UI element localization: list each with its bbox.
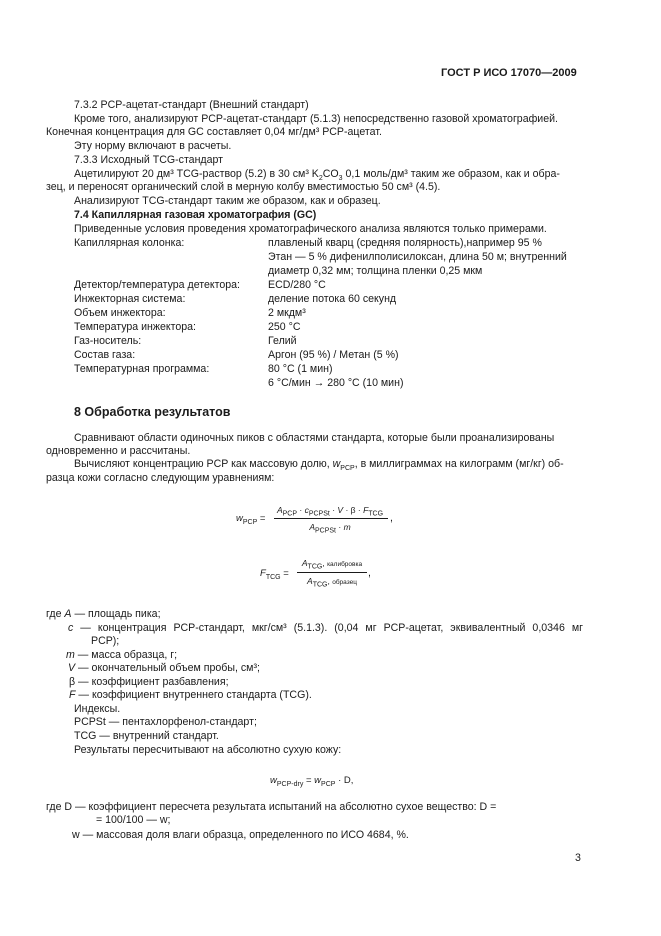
indices-title: Индексы. xyxy=(74,703,121,715)
section-7-4-intro: Приведенные условия проведения хроматографического анализа являются только примерами. xyxy=(74,223,547,235)
section-8-para-2a: Вычисляют концентрацию PCP как массовую долю, $w_{PCP}$, в миллиграммах на килограмм (мг/кг) об- xyxy=(74,458,564,473)
recalc-text: Результаты пересчитывают на абсолютно сухую кожу: xyxy=(74,744,342,756)
equation-numerator: $A_{PCP} \cdot c_{PCPSt} \cdot V \cdot \beta \cdot F_{TCG}$ xyxy=(276,505,384,518)
where-row: m — масса образца, г; xyxy=(66,649,178,661)
section-8-heading: 8 Обработка результатов xyxy=(74,405,231,419)
section-8-para-1a: Сравнивают области одиночных пиков с областями стандарта, которые были проанализированы xyxy=(74,432,555,444)
section-7-3-2-para-1: Кроме того, анализируют PCP-ацетат-стандарт (5.1.3) непосредственно газовой хроматографией. xyxy=(74,113,558,125)
param-value: Гелий xyxy=(268,335,297,347)
param-value: 2 мкдм³ xyxy=(268,307,306,319)
param-value: 80 °C (1 мин) xyxy=(268,363,333,375)
equation-denominator: $A_{TCG}$, образец xyxy=(307,576,357,589)
param-label: Объем инжектора: xyxy=(74,307,166,319)
equation-numerator: $A_{TCG}$, калибровка xyxy=(301,558,363,571)
section-7-3-3-para-3: Анализируют TCG-стандарт таким же образом, как и образец. xyxy=(74,195,381,207)
section-7-3-3-para-2: зец, и переносят органический слой в мерную колбу вместимостью 50 см³ (4.5). xyxy=(46,181,441,193)
param-label: Газ-носитель: xyxy=(74,335,142,347)
param-value: деление потока 60 секунд xyxy=(268,293,397,305)
document-header: ГОСТ Р ИСО 17070—2009 xyxy=(441,67,577,79)
page-number: 3 xyxy=(575,852,581,864)
where-row: PCP); xyxy=(91,635,120,647)
where-row: где A — площадь пика; xyxy=(46,608,161,620)
equation-denominator: $A_{PCPSt} \cdot m$ xyxy=(309,522,351,535)
param-value: плавленый кварц (средняя полярность),например 95 % xyxy=(268,237,542,249)
equation-w-pcp-dry: $w_{PCP-dry} = w_{PCP} \cdot D$, xyxy=(270,775,354,788)
where-row: c — концентрация PCP-стандарт, мкг/см³ (5.1.3). (0,04 мг PCP-ацетат, эквивалентный 0,0346 мг xyxy=(68,622,583,634)
section-7-3-3-para-1: Ацетилируют 20 дм³ TCG-раствор (5.2) в 30 см³ $K_2CO_3$ 0,1 моль/дм³ таким же образом, как и обра- xyxy=(74,168,560,183)
param-value: 250 °C xyxy=(268,321,301,333)
section-7-4-heading: 7.4 Капиллярная газовая хроматография (GC) xyxy=(74,209,317,221)
where-d-line-1: где D — коэффициент пересчета результата испытаний на абсолютно сухое вещество: D = xyxy=(46,801,497,813)
where-row: V — окончательный объем пробы, см³; xyxy=(68,662,260,674)
where-w-line: w — массовая доля влаги образца, определенного по ИСО 4684, %. xyxy=(72,829,409,841)
param-value: Аргон (95 %) / Метан (5 %) xyxy=(268,349,399,361)
section-8-para-1b: одновременно и рассчитаны. xyxy=(46,445,191,457)
param-value: Этан — 5 % дифенилполисилоксан, длина 50 м; внутренний xyxy=(268,251,567,263)
section-7-3-3-heading: 7.3.3 Исходный TCG-стандарт xyxy=(74,154,224,166)
index-tcg: TCG — внутренний стандарт. xyxy=(74,730,219,742)
where-row: F — коэффициент внутреннего стандарта (TCG). xyxy=(69,689,312,701)
fraction-bar xyxy=(297,572,367,573)
where-d-line-2: = 100/100 — w; xyxy=(96,814,171,826)
param-label: Капиллярная колонка: xyxy=(74,237,185,249)
section-7-3-2-para-3: Эту норму включают в расчеты. xyxy=(74,140,232,152)
index-pcpst: PCPSt — пентахлорфенол-стандарт; xyxy=(74,716,257,728)
param-value: ECD/280 °C xyxy=(268,279,326,291)
param-label: Температура инжектора: xyxy=(74,321,196,333)
fraction-bar xyxy=(274,518,388,519)
param-value: диаметр 0,32 мм; толщина пленки 0,25 мкм xyxy=(268,265,483,277)
section-8-para-2b: разца кожи согласно следующим уравнениям: xyxy=(46,472,275,484)
param-label: Состав газа: xyxy=(74,349,136,361)
param-value: 6 °C/мин → 280 °C (10 мин) xyxy=(268,377,404,389)
section-7-3-2-para-2: Конечная концентрация для GC составляет 0,04 мг/дм³ PCP-ацетат. xyxy=(46,126,382,138)
param-label: Температурная программа: xyxy=(74,363,210,375)
where-row: β — коэффициент разбавления; xyxy=(69,676,229,688)
param-label: Детектор/температура детектора: xyxy=(74,279,240,291)
param-label: Инжекторная система: xyxy=(74,293,186,305)
section-7-3-2-heading: 7.3.2 PCP-ацетат-стандарт (Внешний стандарт) xyxy=(74,99,309,111)
